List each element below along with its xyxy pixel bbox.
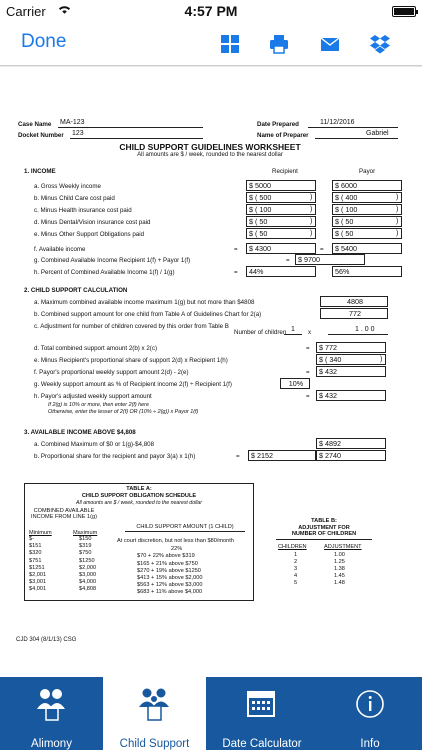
- table-b-row-adjustment: 1.48: [334, 580, 345, 587]
- tab-alimony[interactable]: Alimony: [0, 677, 103, 750]
- section-above-title: 3. AVAILABLE INCOME ABOVE $4,808: [24, 429, 136, 436]
- percent-income-label: h. Percent of Combined Available Income 1(f) / 1(g): [34, 269, 175, 276]
- weekly-percent-value[interactable]: 10%: [280, 378, 310, 389]
- income-row-recipient[interactable]: $ 5000: [246, 180, 316, 191]
- table-a-row-amount: $413 + 15% above $2,000: [137, 575, 203, 581]
- income-row-payor[interactable]: $ ( 50: [332, 216, 402, 227]
- table-b-row-children: 3: [294, 566, 298, 573]
- payor-share-label: f. Payor's proportional weekly support amount 2(d) - 2(e): [34, 369, 189, 376]
- proportional-share-label: b. Proportional share for the recipient and payor 3(a) x 1(h): [34, 453, 196, 460]
- preparer-label: Name of Preparer: [257, 132, 309, 139]
- section-calculation-title: 2. CHILD SUPPORT CALCULATION: [24, 287, 128, 294]
- battery-icon: [392, 6, 416, 17]
- table-a-heading: CHILD SUPPORT OBLIGATION SCHEDULE: [81, 493, 197, 499]
- table-a-row-max: $4,000: [79, 579, 97, 586]
- available-income-recipient[interactable]: $ 4300: [246, 243, 316, 254]
- table-b-row-children: 2: [294, 559, 298, 566]
- tab-info[interactable]: Info: [318, 677, 422, 750]
- adjustment-label: c. Adjustment for number of children covered by this order from Table B: [34, 323, 229, 330]
- recipient-share-label: e. Minus Recipient's proportional share of support 2(d) x Recipient 1(h): [34, 357, 228, 364]
- combined-support-label: b. Combined support amount for one child from Table A of Guidelines Chart for 2(a): [34, 311, 262, 318]
- date-prepared-label: Date Prepared: [257, 121, 299, 128]
- proportional-share-recipient[interactable]: $ 2152: [248, 450, 316, 461]
- income-row-recipient[interactable]: $ ( 50: [246, 216, 316, 227]
- table-a-row-max: $150: [79, 536, 92, 542]
- alimony-icon: [36, 687, 66, 721]
- table-a-row-amount: 22%: [171, 546, 183, 553]
- done-button[interactable]: Done: [21, 31, 67, 52]
- combined-income-label: g. Combined Available Income Recipient 1(f) + Payor 1(f): [34, 257, 191, 264]
- table-a-income-header: COMBINED AVAILABLE INCOME FROM LINE 1(g): [31, 508, 97, 521]
- nav-bar: [0, 22, 422, 66]
- table-b-row-children: 5: [294, 580, 298, 587]
- table-a-row-max: $3,000: [79, 572, 97, 578]
- table-b-heading-2: NUMBER OF CHILDREN: [276, 531, 372, 540]
- info-icon: [355, 687, 385, 721]
- table-a-row-min: $320: [29, 550, 42, 557]
- worksheet-subtitle: All amounts are $ / week, rounded to the nearest dollar: [137, 152, 283, 158]
- table-a-row-amount: $165 + 21% above $750: [137, 560, 198, 567]
- table-b-adjustment-header: ADJUSTMENT: [324, 544, 362, 551]
- table-a-row-max: $319: [79, 543, 92, 550]
- table-b-row-adjustment: 1.38: [334, 566, 345, 573]
- income-row-label: a. Gross Weekly income: [34, 183, 101, 190]
- table-a-discretion: At court discretion, but not less than $80/month: [117, 538, 234, 544]
- table-b-title: TABLE B:: [311, 518, 337, 524]
- form-footer: CJD 304 (8/1/13) CSG: [16, 637, 77, 643]
- table-a-row-min: $751: [29, 557, 42, 564]
- income-row-payor[interactable]: $ ( 100: [332, 204, 402, 215]
- table-a-row-amount: $563 + 12% above $3,000: [137, 582, 203, 589]
- max-combined-label: a. Maximum combined available income maximum 1(g) but not more than $4808: [34, 299, 255, 306]
- table-a-row-max: $750: [79, 550, 92, 557]
- adjusted-note-1: If 2(g) is 10% or more, then enter 2(f) here: [48, 402, 149, 408]
- table-b: [276, 518, 372, 587]
- dropbox-icon[interactable]: [370, 34, 390, 54]
- grid-icon[interactable]: [220, 34, 240, 54]
- tab-bar: [0, 677, 422, 750]
- table-a-row-min: $1251: [29, 564, 45, 571]
- children-count-value[interactable]: 1: [291, 326, 295, 333]
- income-row-payor[interactable]: $ ( 400: [332, 192, 402, 203]
- table-a-row-min: $-: [29, 536, 34, 542]
- table-b-heading-1: ADJUSTMENT FOR: [298, 524, 350, 531]
- date-prepared-value: 11/12/2016: [320, 119, 355, 126]
- docket-label: Docket Number: [18, 132, 64, 139]
- docket-value: 123: [72, 130, 84, 137]
- table-a-row-min: $3,001: [29, 579, 47, 586]
- max-combined-value[interactable]: 4808: [320, 296, 388, 307]
- proportional-share-payor[interactable]: $ 2740: [316, 450, 386, 461]
- carrier-label: Carrier: [6, 4, 46, 19]
- income-row-label: e. Minus Other Support Obligations paid: [34, 231, 145, 238]
- table-b-children-header: CHILDREN: [278, 544, 307, 551]
- income-row-recipient[interactable]: $ ( 500: [246, 192, 316, 203]
- percent-income-recipient[interactable]: 44%: [246, 266, 316, 277]
- table-a-min-header: Minimum: [29, 530, 52, 536]
- status-bar: [0, 0, 422, 22]
- adjustment-value[interactable]: 1 . 0 0: [355, 326, 375, 333]
- income-row-recipient[interactable]: $ ( 50: [246, 228, 316, 239]
- print-icon[interactable]: [269, 34, 289, 54]
- mail-icon[interactable]: [320, 34, 340, 54]
- table-a-row-min: $2,001: [29, 572, 47, 578]
- combined-above-label: a. Combined Maximum of $0 or 1(g)-$4,808: [34, 441, 155, 448]
- children-count-label: Number of children: [234, 329, 287, 336]
- combined-income-value[interactable]: $ 9700: [295, 254, 365, 265]
- table-b-row-adjustment: 1.45: [334, 573, 345, 580]
- table-b-row-adjustment: 1.00: [334, 552, 345, 559]
- payor-header: Payor: [359, 168, 376, 175]
- recipient-share-value[interactable]: $ ( 340: [316, 354, 386, 365]
- table-a-row-min: $4,001: [29, 586, 47, 593]
- income-row-payor[interactable]: $ ( 50: [332, 228, 402, 239]
- preparer-value: Gabriel: [366, 130, 389, 137]
- total-support-label: d. Total combined support amount 2(b) x 2(c): [34, 345, 158, 352]
- table-a-row-amount: $683 + 11% above $4,000: [137, 589, 203, 596]
- table-b-row-children: 4: [294, 573, 298, 580]
- case-name-label: Case Name: [18, 121, 52, 128]
- table-b-row-adjustment: 1.25: [334, 559, 345, 566]
- percent-income-payor[interactable]: 56%: [332, 266, 402, 277]
- table-a-max-header: Maximum: [73, 530, 98, 536]
- tab-child-support[interactable]: Child Support: [103, 677, 206, 750]
- table-a-amount-header: CHILD SUPPORT AMOUNT (1 CHILD): [125, 524, 245, 532]
- case-name-value: MA-123: [60, 119, 85, 126]
- table-a-row-max: $4,808: [79, 586, 97, 593]
- available-income-label: f. Available income: [34, 246, 86, 253]
- table-a-title: TABLE A:: [126, 486, 152, 492]
- adjusted-support-value[interactable]: $ 432: [316, 390, 386, 401]
- table-a-row-max: $1250: [79, 557, 95, 564]
- combined-above-value[interactable]: $ 4892: [316, 438, 386, 449]
- worksheet-title: CHILD SUPPORT GUIDELINES WORKSHEET: [119, 142, 301, 152]
- clock: 4:57 PM: [184, 3, 238, 19]
- payor-share-value[interactable]: $ 432: [316, 366, 386, 377]
- total-support-value[interactable]: $ 772: [316, 342, 386, 353]
- child-support-icon: [139, 687, 169, 721]
- table-a-subtitle: All amounts are $ / week, rounded to the nearest dollar: [75, 500, 202, 506]
- table-a-row-amount: $270 + 19% above $1250: [137, 567, 201, 574]
- available-income-payor[interactable]: $ 5400: [332, 243, 402, 254]
- weekly-percent-label: g. Weekly support amount as % of Recipient income 2(f) ÷ Recipient 1(f): [34, 381, 232, 388]
- table-b-row-children: 1: [294, 552, 298, 559]
- table-a-row-amount: $70 + 22% above $319: [137, 553, 195, 560]
- income-row-payor[interactable]: $ 6000: [332, 180, 402, 191]
- adjusted-support-label: h. Payor's adjusted weekly support amount: [34, 393, 152, 400]
- tab-date-calculator[interactable]: Date Calculator: [206, 677, 318, 750]
- income-row-recipient[interactable]: $ ( 100: [246, 204, 316, 215]
- income-row-label: b. Minus Child Care cost paid: [34, 195, 115, 202]
- document-page[interactable]: Case Name MA-123 Docket Number 123 Date Prepared 11/12/2016 Name of Preparer Gabriel CHILD SUPPORT GUIDELINES WORKSHEET All amounts are $ / week, rounded to the nearest dollar 1. INCOME Recipient Payor a. Gross Weekly income $ 5000 $ 6000 b. Minus Child Care cost paid $ ( 500 $ ( 400 ) ) c. Minus Health insurance cost paid $ ( 100 $ ( 100 ) ) d. Minus Dental/Vision insurance cost paid $ ( 50 $ ( 50 ) ) e. Minus Other Support Obligations paid $ ( 50 $ ( 50 ) ) f. Available income = $ 4300 = $ 5400 g. Combined Available Income Recipient 1(f) + Payor 1(f) = $ 9700 h. Percent of Combined Available Income 1(f) / 1(g) = 44% 56% 2. CHILD SUPPORT CALCULATION a. Maximum combined available income maximum 1(g) but not more than $4808 4808 b. Combined support amount for one child from Table A of Guidelines Chart for 2(a) 772 c. Adjustment for number of children covered by this order from Table B Number of children 1 x 1 . 0 0 d. Total combined support amount 2(b) x 2(c) = $ 772 e. Minus Recipient's proportional share of support 2(d) x Recipient 1(h) $ ( 340 ) f. Payor's proportional weekly support amount 2(d) - 2(e) = $ 432 g. Weekly support amount as % of Recipient income 2(f) ÷ Recipient 1(f) 10% h. Payor's adjusted weekly support amount = $ 432 If 2(g) is 10% or more, then enter 2(f) here Otherwise, enter the lesser of 2(f) OR (10% ÷ 2(g)) x Payor 1(f) 3. AVAILABLE INCOME ABOVE $4,808 a. Combined Maximum of $0 or 1(g)-$4,808 $ 4892 b. Proportional share for the recipient and payor 3(a) x 1(h) = $ 2152 $ 2740 TABLE A: CHILD SUPPORT OBLIGATION SCHEDULE All amounts are $ / week, rounded to the nearest dollar COMBINED AVAILABLE INCOME FROM LINE 1(g) CHILD SUPPORT AMOUNT (1 CHILD) Minimum Maximum At court discretion, but not less than $80/month $- $150 $151 $319 22% $320 $750 $70 + 22% above $319 $751 $1250 $165 + 21% above $750 $1251 $2,000 $270 + 19% above $1250 $2,001 $3,000 $413 + 15% above $2,000 $3,001 $4,000 $563 + 12% above $3,000 $4,001 $4,808 $683 + 11% above $4,000 TABLE B: ADJUSTMENT FOR NUMBER OF CHILDREN CHILDREN ADJUSTMENT 1 1.00 2 1.25 3 1.38 4 1.45 5 1.48 CJD 304 (8/1/13) CSG: [0, 67, 422, 677]
- table-a: [24, 483, 254, 601]
- table-a-row-max: $2,000: [79, 564, 97, 571]
- calendar-icon: [246, 687, 276, 721]
- recipient-header: Recipient: [272, 168, 298, 175]
- income-row-label: d. Minus Dental/Vision insurance cost paid: [34, 219, 151, 226]
- table-a-row-min: $151: [29, 543, 42, 550]
- combined-support-value[interactable]: 772: [320, 308, 388, 319]
- table-b-rows: [276, 552, 372, 587]
- section-income-title: 1. INCOME: [24, 168, 56, 175]
- income-row-label: c. Minus Health insurance cost paid: [34, 207, 132, 214]
- adjusted-note-2: Otherwise, enter the lesser of 2(f) OR (10% ÷ 2(g)) x Payor 1(f): [48, 409, 199, 415]
